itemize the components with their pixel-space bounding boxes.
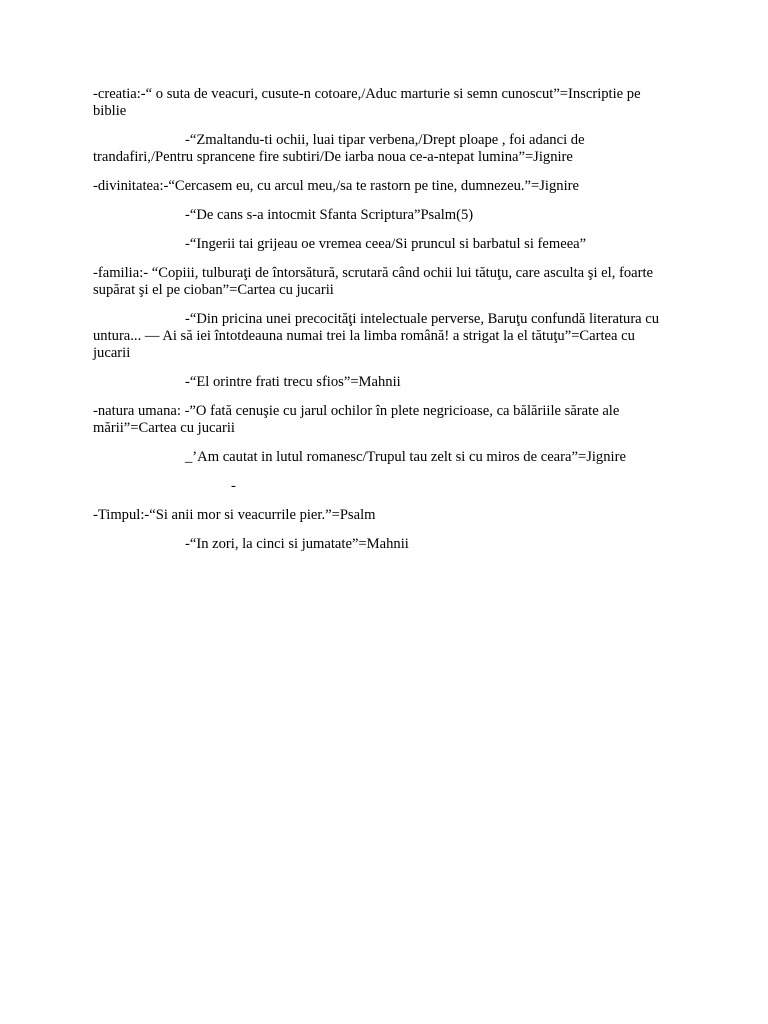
paragraph-zmaltandu: -“Zmaltandu-ti ochii, luai tipar verbena,/Drept ploape , foi adanci de trandafiri,/Pentru sprancene fire subtiri/De iarba noua ce-a-ntepat lumina”=Jignire: [93, 132, 585, 165]
paragraph-am-cautat: _’Am cautat in lutul romanesc/Trupul tau zelt si cu miros de ceara”=Jignire: [185, 449, 626, 465]
paragraph-familia: -familia:- “Copiii, tulburaţi de întorsătură, scrutară când ochii lui tătuţu, care asculta şi el, foarte supărat şi el pe cioban”=Cartea cu jucarii: [93, 265, 654, 298]
paragraph-in-zori: -“In zori, la cinci si jumatate”=Mahnii: [185, 536, 409, 552]
paragraph-lone-dash: -: [231, 478, 236, 494]
paragraph-din-pricina: -“Din pricina unei precocităţi intelectuale perverse, Baruţu confundă literatura cu untura... — Ai să iei întotdeauna numai trei la limba română! a strigat la el tătuţu”=Cartea cu jucarii: [93, 311, 660, 361]
paragraph-natura-umana: -natura umana: -”O fată cenuşie cu jarul ochilor în plete negricioase, ca bălăriile sărate ale mării”=Cartea cu jucarii: [93, 403, 620, 436]
paragraph-divinitatea: -divinitatea:-“Cercasem eu, cu arcul meu,/sa te rastorn pe tine, dumnezeu.”=Jignire: [93, 178, 579, 194]
document-body: [93, 86, 675, 565]
paragraph-creatia: -creatia:-“ o suta de veacuri, cusute-n cotoare,/Aduc marturie si semn cunoscut”=Inscriptie pe biblie: [93, 86, 641, 119]
paragraph-timpul: -Timpul:-“Si anii mor si veacurrile pier.”=Psalm: [93, 507, 376, 523]
paragraph-de-cans: -“De cans s-a intocmit Sfanta Scriptura”Psalm(5): [185, 207, 474, 223]
paragraph-el-orintre: -“El orintre frati trecu sfios”=Mahnii: [185, 374, 401, 390]
paragraph-ingerii: -“Ingerii tai grijeau oe vremea ceea/Si pruncul si barbatul si femeea”: [185, 236, 587, 252]
